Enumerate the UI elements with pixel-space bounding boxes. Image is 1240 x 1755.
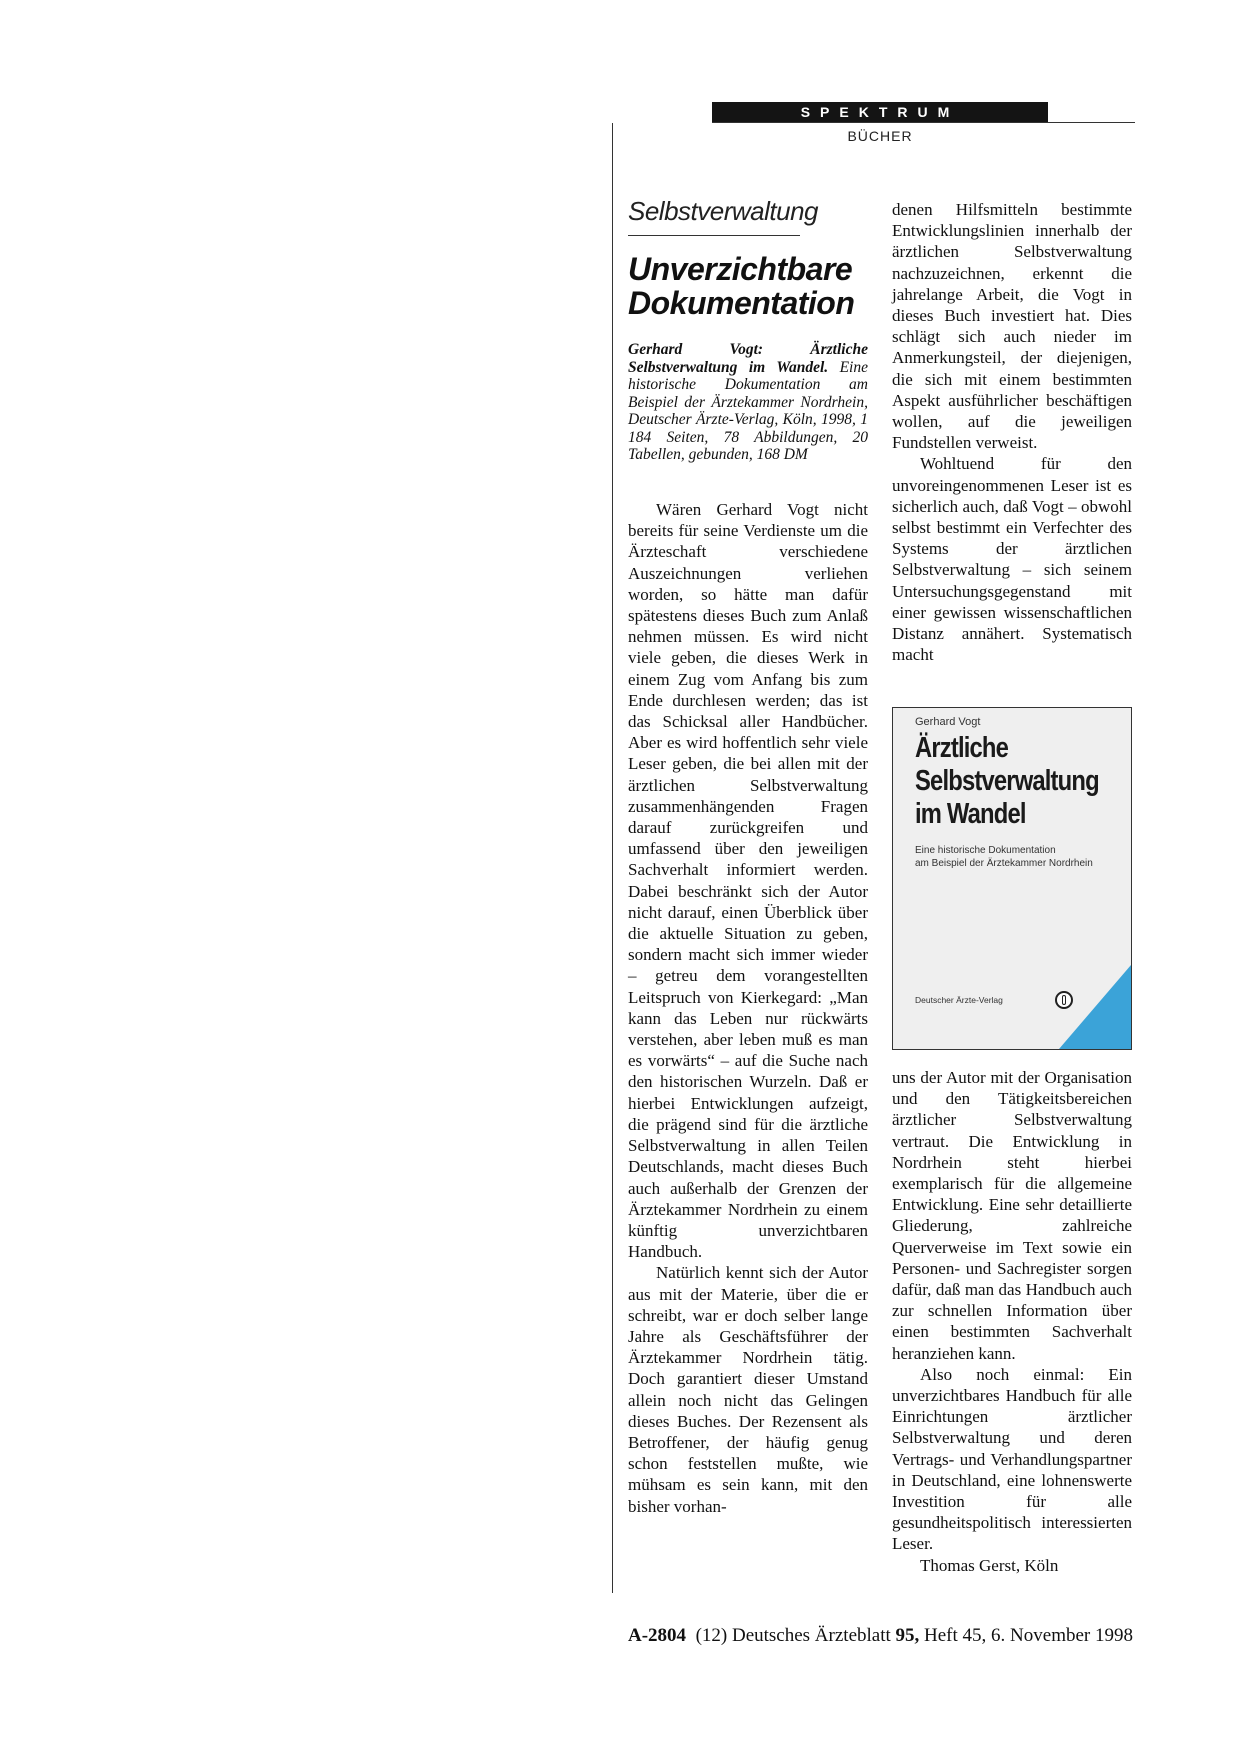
kicker-rule bbox=[628, 235, 800, 236]
headline-line-2: Dokumentation bbox=[628, 285, 855, 321]
cover-author: Gerhard Vogt bbox=[915, 716, 981, 728]
header-rule bbox=[712, 122, 1135, 123]
cover-title-line: Selbstverwaltung bbox=[915, 765, 1099, 797]
bibliographic-info bbox=[628, 341, 868, 464]
cover-title bbox=[915, 732, 1099, 831]
author-signature: Thomas Gerst, Köln bbox=[920, 1555, 1059, 1575]
body-paragraph: uns der Autor mit der Organisation und den Tätigkeitsbereichen ärztlicher Selbstverwaltung vertraut. Die Entwicklung in Nordrhein steht hierbei exemplarisch für die allgemeine Entwicklung. Eine sehr detaillierte Gliederung, zahlreiche Querverweise im Text sowie ein Personen- und Sachregister sorgen dafür, daß man das Handbuch auch zur schnellen Information über einen bestimmten Sachverhalt heranziehen kann. bbox=[892, 1068, 1132, 1363]
article-kicker: Selbstverwaltung bbox=[628, 196, 818, 226]
cover-title-line: im Wandel bbox=[915, 798, 1026, 830]
biblio-author-title: Gerhard Vogt: Ärztliche Selbstverwaltung im Wandel. bbox=[628, 341, 868, 376]
section-banner: SPEKTRUM bbox=[712, 102, 1048, 122]
cover-subtitle bbox=[915, 844, 1125, 870]
body-paragraph: Also noch einmal: Ein unverzichtbares Handbuch für alle Einrichtungen ärztlicher Selbstverwaltung und deren Vertrags- und Verhandlungspartner in Deutschland, eine lohnenswerte Investition für alle gesundheitspolitisch interessierten Leser. bbox=[892, 1364, 1132, 1554]
volume-number: 95, bbox=[895, 1625, 920, 1646]
cover-accent-triangle bbox=[1059, 965, 1131, 1049]
left-column bbox=[628, 499, 868, 1517]
page-number: (12) bbox=[695, 1625, 728, 1646]
right-column-top bbox=[892, 199, 1132, 665]
cover-subtitle-line: am Beispiel der Ärztekammer Nordrhein bbox=[915, 858, 1093, 869]
cover-subtitle-line: Eine historische Dokumentation bbox=[915, 845, 1056, 856]
page-footer bbox=[628, 1625, 1173, 1647]
headline-line-1: Unverzichtbare bbox=[628, 251, 853, 287]
subsection-label: BÜCHER bbox=[847, 128, 913, 144]
book-cover-image bbox=[892, 707, 1132, 1050]
cover-publisher: Deutscher Ärzte-Verlag bbox=[915, 995, 1003, 1005]
body-paragraph: denen Hilfsmitteln bestimmte Entwicklungslinien innerhalb der ärztlichen Selbstverwaltung nachzuzeichnen, erkennt die jahrelange Arbeit, die Vogt in dieses Buch investiert hat. Dies schlägt sich auch nieder im Anmerkungsteil, der diejenigen, die sich mit einem bestimmten Aspekt ausführlicher beschäftigen wollen, auf die jeweiligen Fundstellen verweist. bbox=[892, 200, 1132, 453]
journal-name: Deutsches Ärzteblatt bbox=[731, 1625, 891, 1646]
cover-title-line: Ärztliche bbox=[915, 732, 1009, 764]
biblio-details: Eine historische Dokumentation am Beispiel der Ärztekammer Nordrhein, Deutscher Ärzte-Verlag, Köln, 1998, 1 184 Seiten, 78 Abbildungen, 20 Tabellen, gebunden, 168 DM bbox=[628, 358, 868, 463]
page-code: A-2804 bbox=[628, 1625, 687, 1646]
body-paragraph: Wohltuend für den unvoreingenommenen Leser ist es sicherlich auch, daß Vogt – obwohl selbst bestimmt ein Verfechter des Systems der ärztlichen Selbstverwaltung – sich seinem Untersuchungsgegenstand mit einer gewissen wissenschaftlichen Distanz annähert. Systematisch macht bbox=[892, 454, 1132, 665]
article-headline bbox=[628, 252, 873, 320]
body-paragraph: Natürlich kennt sich der Autor aus mit der Materie, über die er schreibt, war er doch selber lange Jahre als Geschäftsführer der Ärztekammer Nordrhein tätig. Doch garantiert dieser Umstand allein noch nicht das Gelingen dieses Buches. Der Rezensent als Betroffener, der häufig genug schon feststellen mußte, wie mühsam es sein kann, mit den bisher vorhan- bbox=[628, 1263, 868, 1516]
issue-date: Heft 45, 6. November 1998 bbox=[924, 1625, 1133, 1646]
body-paragraph: Wären Gerhard Vogt nicht bereits für seine Verdienste um die Ärzteschaft verschiedene Auszeichnungen verliehen worden, so hätte man dafür spätestens dieses Buch zum Anlaß nehmen müssen. Es wird nicht viele geben, die dieses Werk in einem Zug vom Anfang bis zum Ende durchlesen werden; das ist das Schicksal aller Handbücher. Aber es wird hoffentlich sehr viele Leser geben, die bei allen mit der ärztlichen Selbstverwaltung zusammenhängenden Fragen darauf zurückgreifen und umfassend über den jeweiligen Sachverhalt informiert werden. Dabei beschränkt sich der Autor nicht darauf, einen Überblick über die aktuelle Situation zu geben, sondern macht sich immer wieder – getreu dem vorangestellten Leitspruch von Kierkegard: „Man kann das Leben nur rückwärts verstehen, aber leben muß es man es vorwärts“ – auf die Suche nach den historischen Wurzeln. Daß er hierbei Entwicklungen aufzeigt, die prägend sind für die ärztliche Selbstverwaltung in allen Teilen Deutschlands, macht dieses Buch auch außerhalb der Grenzen der Ärztekammer Nordrhein zu einem künftig unverzichtbaren Handbuch. bbox=[628, 500, 868, 1262]
column-rule bbox=[612, 123, 613, 1593]
right-column-bottom bbox=[892, 1067, 1132, 1576]
